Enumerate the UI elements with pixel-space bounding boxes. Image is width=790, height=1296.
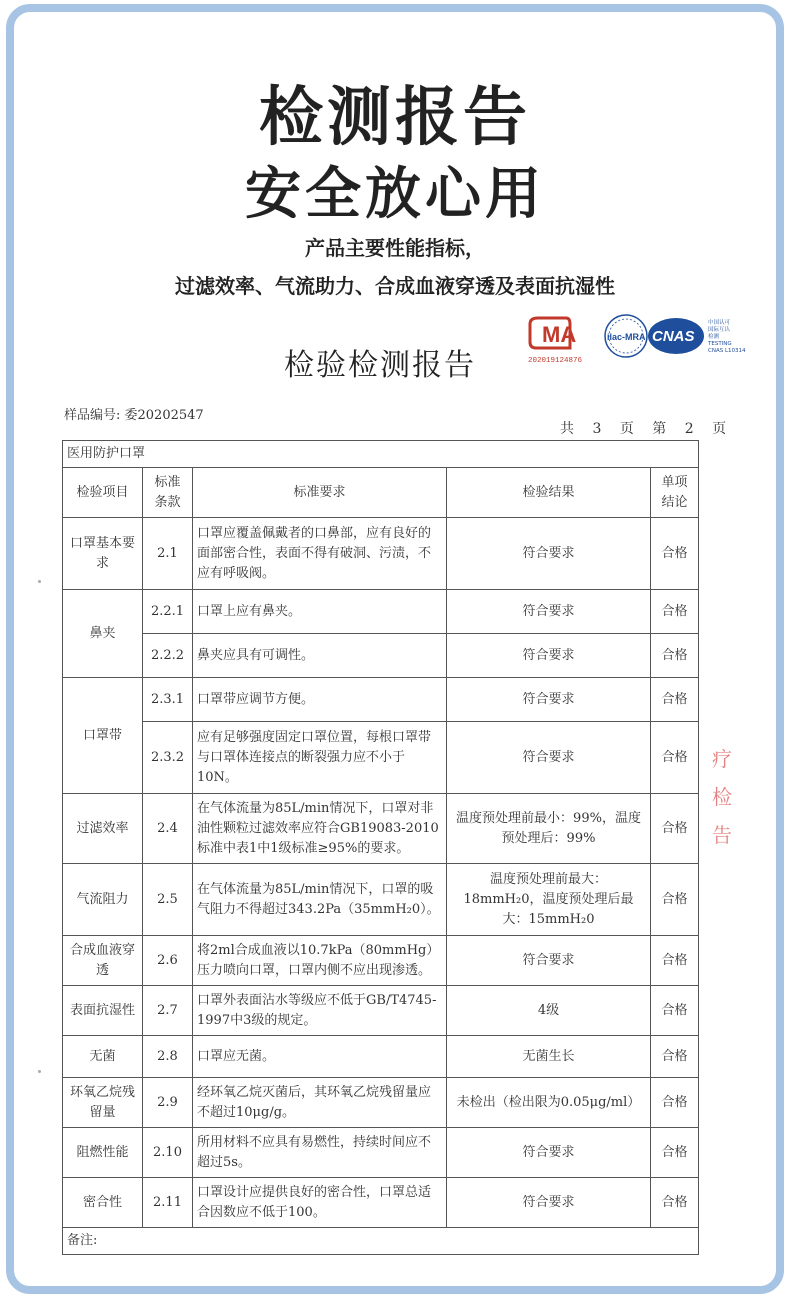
stamp-char-3: 告 bbox=[712, 823, 732, 847]
row-item: 表面抗湿性 bbox=[63, 986, 143, 1036]
table-row bbox=[63, 518, 699, 590]
row-clause: 2.6 bbox=[143, 936, 193, 986]
row-clause: 2.10 bbox=[143, 1128, 193, 1178]
row-requirement: 在气体流量为85L/min情况下，口罩对非油性颗粒过滤效率应符合GB19083-2010标准中表1中1级标准≥95%的要求。 bbox=[193, 794, 447, 864]
row-item: 环氧乙烷残留量 bbox=[63, 1078, 143, 1128]
row-conclusion: 合格 bbox=[651, 1128, 699, 1178]
row-conclusion: 合格 bbox=[651, 590, 699, 634]
table-row bbox=[63, 1078, 699, 1128]
sample-number: 样品编号: 委20202547 bbox=[64, 408, 204, 423]
row-clause: 2.9 bbox=[143, 1078, 193, 1128]
headline-line2: 安全放心用 bbox=[245, 162, 545, 227]
cnas-side-line-5: CNAS L10314 bbox=[708, 348, 746, 354]
table-row bbox=[63, 864, 699, 936]
row-item: 鼻夹 bbox=[63, 590, 143, 678]
cnas-side-line-4: TESTING bbox=[708, 341, 732, 347]
row-result: 无菌生长 bbox=[447, 1036, 651, 1078]
row-result: 温度预处理前最小：99%，温度预处理后：99% bbox=[447, 794, 651, 864]
row-result: 符合要求 bbox=[447, 1128, 651, 1178]
header-item: 检验项目 bbox=[63, 468, 143, 518]
table-row bbox=[63, 1128, 699, 1178]
page-current-label: 第 bbox=[652, 421, 670, 437]
row-result: 符合要求 bbox=[447, 590, 651, 634]
row-item: 合成血液穿透 bbox=[63, 936, 143, 986]
cnas-side-line-2: 国际互认 bbox=[708, 327, 731, 333]
headline-line1: 检测报告 bbox=[259, 81, 531, 155]
row-requirement: 所用材料不应具有易燃性，持续时间应不超过5s。 bbox=[193, 1128, 447, 1178]
row-conclusion: 合格 bbox=[651, 518, 699, 590]
page-current-value: 2 bbox=[684, 421, 697, 437]
row-requirement: 口罩应覆盖佩戴者的口鼻部，应有良好的面部密合性，表面不得有破洞、污渍，不应有呼吸阀。 bbox=[193, 518, 447, 590]
report-title: 检验检测报告 bbox=[284, 348, 476, 383]
row-item: 口罩带 bbox=[63, 678, 143, 794]
cnas-text: CNAS bbox=[652, 328, 695, 345]
page-total-unit: 页 bbox=[619, 421, 637, 437]
table-row bbox=[63, 986, 699, 1036]
row-requirement: 口罩上应有鼻夹。 bbox=[193, 590, 447, 634]
row-item: 口罩基本要求 bbox=[63, 518, 143, 590]
row-clause: 2.3.1 bbox=[143, 678, 193, 722]
inspection-table bbox=[62, 440, 699, 1255]
report-note: 备注: bbox=[63, 1228, 699, 1255]
table-row bbox=[63, 678, 699, 722]
row-conclusion: 合格 bbox=[651, 1036, 699, 1078]
row-conclusion: 合格 bbox=[651, 634, 699, 678]
subtitle-line1: 产品主要性能指标， bbox=[305, 236, 485, 260]
cnas-side-line-3: 检测 bbox=[708, 334, 720, 340]
scan-speck bbox=[38, 580, 41, 583]
red-stamp-fragment bbox=[712, 740, 742, 910]
header-conclusion: 单项 结论 bbox=[651, 468, 699, 518]
cnas-side-line-1: 中国认可 bbox=[708, 320, 731, 326]
row-requirement: 口罩设计应提供良好的密合性，口罩总适合因数应不低于100。 bbox=[193, 1178, 447, 1228]
row-requirement: 经环氧乙烷灭菌后，其环氧乙烷残留量应不超过10μg/g。 bbox=[193, 1078, 447, 1128]
row-requirement: 口罩应无菌。 bbox=[193, 1036, 447, 1078]
scan-speck bbox=[38, 1070, 41, 1073]
table-row bbox=[63, 634, 699, 678]
ilac-text: ilac-MRA bbox=[607, 332, 646, 342]
row-conclusion: 合格 bbox=[651, 722, 699, 794]
row-clause: 2.5 bbox=[143, 864, 193, 936]
row-requirement: 鼻夹应具有可调性。 bbox=[193, 634, 447, 678]
row-result: 符合要求 bbox=[447, 518, 651, 590]
row-result: 符合要求 bbox=[447, 678, 651, 722]
row-conclusion: 合格 bbox=[651, 794, 699, 864]
row-clause: 2.3.2 bbox=[143, 722, 193, 794]
row-clause: 2.8 bbox=[143, 1036, 193, 1078]
row-clause: 2.4 bbox=[143, 794, 193, 864]
product-name: 医用防护口罩 bbox=[63, 441, 699, 468]
cma-text: MA bbox=[542, 322, 577, 347]
cma-number: 202019124876 bbox=[528, 357, 583, 365]
row-clause: 2.2.2 bbox=[143, 634, 193, 678]
page-total-value: 3 bbox=[592, 421, 605, 437]
page-current-unit: 页 bbox=[712, 421, 730, 437]
row-item: 阻燃性能 bbox=[63, 1128, 143, 1178]
header-clause: 标准 条款 bbox=[143, 468, 193, 518]
subtitle-line2: 过滤效率、气流助力、合成血液穿透及表面抗湿性 bbox=[175, 274, 615, 298]
table-row bbox=[63, 936, 699, 986]
table-row bbox=[63, 722, 699, 794]
stamp-char-1: 疗 bbox=[712, 747, 732, 771]
row-requirement: 应有足够强度固定口罩位置，每根口罩带与口罩体连接点的断裂强力应不小于10N。 bbox=[193, 722, 447, 794]
table-row bbox=[63, 1036, 699, 1078]
row-conclusion: 合格 bbox=[651, 864, 699, 936]
row-conclusion: 合格 bbox=[651, 1078, 699, 1128]
row-conclusion: 合格 bbox=[651, 936, 699, 986]
page-total-label: 共 bbox=[560, 421, 577, 437]
header-requirement: 标准要求 bbox=[193, 468, 447, 518]
stamp-char-2: 检 bbox=[712, 785, 732, 809]
row-conclusion: 合格 bbox=[651, 986, 699, 1036]
row-item: 密合性 bbox=[63, 1178, 143, 1228]
row-result: 符合要求 bbox=[447, 634, 651, 678]
row-result: 温度预处理前最大：18mmH₂0，温度预处理后最大：15mmH₂0 bbox=[447, 864, 651, 936]
row-requirement: 口罩外表面沾水等级应不低于GB/T4745-1997中3级的规定。 bbox=[193, 986, 447, 1036]
header-result: 检验结果 bbox=[447, 468, 651, 518]
table-row bbox=[63, 1178, 699, 1228]
row-result: 4级 bbox=[447, 986, 651, 1036]
row-requirement: 将2ml合成血液以10.7kPa（80mmHg）压力喷向口罩，口罩内侧不应出现渗透。 bbox=[193, 936, 447, 986]
row-clause: 2.11 bbox=[143, 1178, 193, 1228]
table-row bbox=[63, 794, 699, 864]
row-conclusion: 合格 bbox=[651, 1178, 699, 1228]
table-row bbox=[63, 590, 699, 634]
row-item: 无菌 bbox=[63, 1036, 143, 1078]
row-clause: 2.2.1 bbox=[143, 590, 193, 634]
row-clause: 2.7 bbox=[143, 986, 193, 1036]
row-conclusion: 合格 bbox=[651, 678, 699, 722]
row-result: 符合要求 bbox=[447, 1178, 651, 1228]
page-indicator bbox=[560, 418, 737, 438]
row-result: 符合要求 bbox=[447, 936, 651, 986]
row-result: 未检出（检出限为0.05μg/ml） bbox=[447, 1078, 651, 1128]
row-requirement: 在气体流量为85L/min情况下，口罩的吸气阻力不得超过343.2Pa（35mmH₂0）。 bbox=[193, 864, 447, 936]
row-result: 符合要求 bbox=[447, 722, 651, 794]
row-requirement: 口罩带应调节方便。 bbox=[193, 678, 447, 722]
row-item: 气流阻力 bbox=[63, 864, 143, 936]
row-clause: 2.1 bbox=[143, 518, 193, 590]
row-item: 过滤效率 bbox=[63, 794, 143, 864]
